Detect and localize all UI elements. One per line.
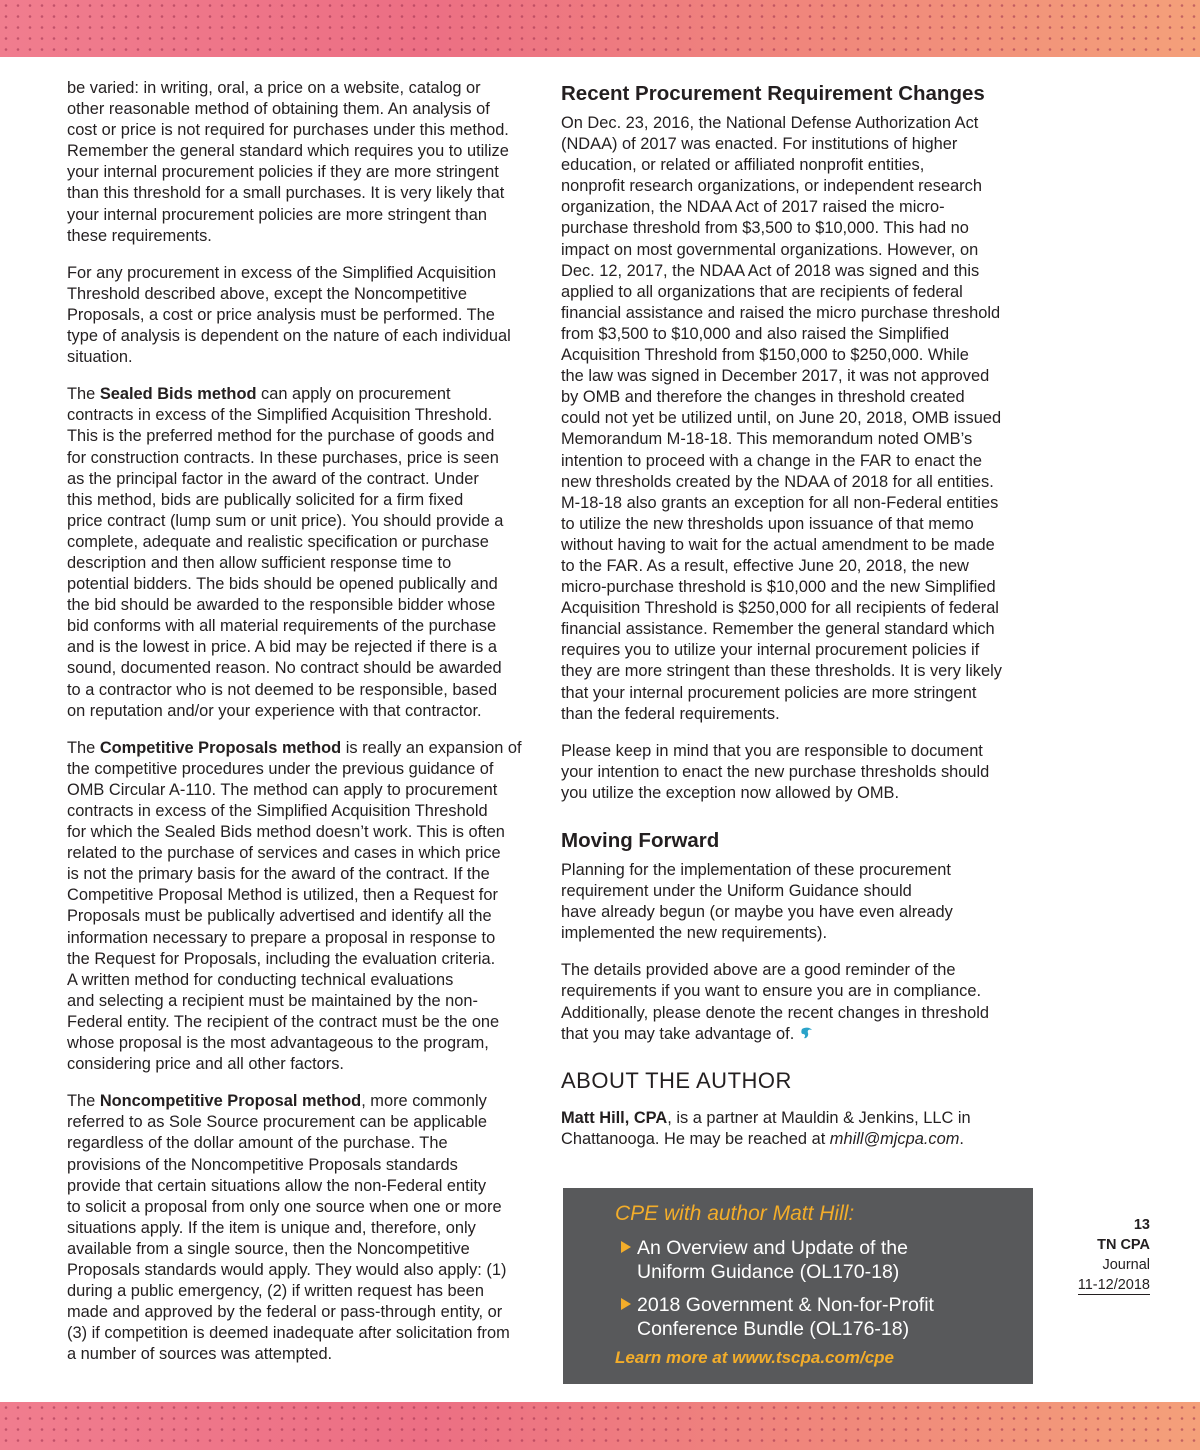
text-line: Additionally, please denote the recent changes in threshold bbox=[561, 1003, 989, 1022]
text-line: than this threshold for a small purchases. It is very likely that bbox=[67, 184, 505, 203]
text-line: that you may take advantage of. bbox=[561, 1024, 1041, 1045]
text-line: OMB Circular A-110. The method can apply to procurement bbox=[67, 780, 498, 799]
text-line: the competitive procedures under the previous guidance of bbox=[67, 759, 494, 778]
text-line: (NDAA) of 2017 was enacted. For institutions of higher bbox=[561, 135, 958, 154]
heading-recent-changes: Recent Procurement Requirement Changes bbox=[561, 82, 985, 105]
page-number: 13 bbox=[1133, 1217, 1150, 1233]
paragraph-planning bbox=[561, 860, 1041, 944]
text-line: have already begun (or maybe you have even already bbox=[561, 903, 953, 922]
text-line: description and then allow sufficient response time to bbox=[67, 553, 452, 572]
text-line: price contract (lump sum or unit price). You should provide a bbox=[67, 511, 504, 530]
text-line: complete, adequate and realistic specification or purchase bbox=[67, 532, 489, 551]
text-line: to a contractor who is not deemed to be responsible, based bbox=[67, 680, 498, 699]
cpe-course-uniform-guidance[interactable]: An Overview and Update of the Uniform Guidance (OL170-18) bbox=[637, 1236, 908, 1284]
text-line: whose proposal is the most advantageous to the program, bbox=[67, 1034, 489, 1053]
author-name: Matt Hill, CPA bbox=[561, 1108, 668, 1127]
text-line: that your internal procurement policies are more stringent bbox=[561, 683, 977, 702]
triangle-bullet-icon bbox=[621, 1241, 631, 1253]
text-line: these requirements. bbox=[67, 226, 212, 245]
text-line: your intention to enact the new purchase thresholds should bbox=[561, 762, 990, 781]
text-line: requires you to utilize your internal procurement policies if bbox=[561, 641, 980, 660]
text-line: requirements if you want to ensure you are in compliance. bbox=[561, 982, 982, 1001]
text-line: applied to all organizations that are recipients of federal bbox=[561, 282, 963, 301]
text-line: Acquisition Threshold is $250,000 for all recipients of federal bbox=[561, 599, 999, 618]
journal-name-line1: TN CPA bbox=[1097, 1237, 1150, 1253]
text-line: situations apply. If the item is unique and, therefore, only bbox=[67, 1218, 476, 1237]
text-line: financial assistance and raised the micro purchase threshold bbox=[561, 303, 1001, 322]
text-line: Planning for the implementation of these procurement bbox=[561, 861, 951, 879]
paragraph-ndaa-changes bbox=[561, 113, 1041, 725]
text-line: related to the purchase of services and cases in which price bbox=[67, 844, 501, 863]
text-line: bid conforms with all material requirements of the purchase bbox=[67, 617, 497, 636]
paragraph-competitive-proposals: The Competitive Proposals method is really an expansion of the competitive procedures under the previous guidance of OMB Circular A-110. The method can apply to procurement contracts in excess of the Simplified Acquisition Threshold for which the Sealed Bids method doesn’t work. This is often related to the purchase of services and cases in which price is not the primary basis for the award of the contract. If the Competitive Proposal Method is utilized, then a Request for Proposals must be publically advertised and identify all the information necessary to prepare a proposal in response to the Request for Proposals, including the evaluation criteria. A written method for conducting technical evaluations and selecting a recipient must be maintained by the non- Federal entity. The recipient of the contract must be the one whose proposal is the most advantageous to the program, considering price and all other factors. bbox=[67, 738, 542, 1076]
dot-pattern-top bbox=[0, 0, 1200, 57]
text-line: Proposals must be publically advertised and identify all the bbox=[67, 907, 492, 926]
paragraph-details-reminder bbox=[561, 960, 1041, 1044]
text-line: considering price and all other factors. bbox=[67, 1055, 344, 1074]
text-line: intention to proceed with a change in the FAR to enact the bbox=[561, 451, 982, 470]
text-line: Dec. 12, 2017, the NDAA Act of 2018 was signed and this bbox=[561, 261, 980, 280]
text-line: be varied: in writing, oral, a price on a website, catalog or bbox=[67, 79, 481, 97]
text-line: than the federal requirements. bbox=[561, 704, 780, 723]
text-line: by OMB and therefore the changes in threshold created bbox=[561, 388, 965, 407]
text-line: they are more stringent than these thresholds. It is very likely bbox=[561, 662, 1002, 681]
text-line: contracts in excess of the Simplified Acquisition Threshold. bbox=[67, 406, 493, 425]
text-line: for construction contracts. In these purchases, price is seen bbox=[67, 448, 499, 467]
text-line: and selecting a recipient must be maintained by the non- bbox=[67, 991, 478, 1010]
text-line: to the FAR. As a result, effective June 20, 2018, the new bbox=[561, 556, 969, 575]
text-line: made and approved by the federal or pass-through entity, or bbox=[67, 1303, 503, 1322]
top-decorative-band bbox=[0, 0, 1200, 57]
text-line: Acquisition Threshold from $150,000 to $250,000. While bbox=[561, 346, 969, 365]
heading-moving-forward: Moving Forward bbox=[561, 829, 720, 852]
text-line: could not yet be utilized until, on June 20, 2018, OMB issued bbox=[561, 409, 1002, 428]
text-line: potential bidders. The bids should be opened publically and bbox=[67, 575, 498, 594]
author-email-link[interactable]: mhill@mjcpa.com bbox=[829, 1129, 960, 1148]
text-line: For any procurement in excess of the Simplified Acquisition bbox=[67, 263, 497, 282]
text-line: contracts in excess of the Simplified Acquisition Threshold bbox=[67, 802, 488, 820]
text-line: the law was signed in December 2017, it was not approved bbox=[561, 367, 990, 386]
text-line: information necessary to prepare a proposal in response to bbox=[67, 928, 496, 947]
text-line: M-18-18 also grants an exception for all non-Federal entities bbox=[561, 493, 999, 512]
text-line: your internal procurement policies are more stringent than bbox=[67, 205, 487, 224]
text-line: Memorandum M-18-18. This memorandum noted OMB’s bbox=[561, 430, 973, 449]
text-line: The details provided above are a good reminder of the bbox=[561, 961, 956, 980]
text-line: from $3,500 to $10,000 and also raised the Simplified bbox=[561, 324, 950, 343]
text-line: as the principal factor in the award of the contract. Under bbox=[67, 469, 479, 488]
text-line: your internal procurement policies if they are more stringent bbox=[67, 163, 499, 182]
text-line: and is the lowest in price. A bid may be rejected if there is a bbox=[67, 638, 498, 657]
page-folio bbox=[1078, 1215, 1150, 1295]
text-line: you utilize the exception now allowed by OMB. bbox=[561, 783, 900, 802]
text-line: available from a single source, then the Noncompetitive bbox=[67, 1239, 470, 1258]
text-line: the Request for Proposals, including the evaluation criteria. bbox=[67, 949, 496, 968]
text-line: Threshold described above, except the Noncompetitive bbox=[67, 284, 467, 303]
text-line: other reasonable method of obtaining them. An analysis of bbox=[67, 100, 490, 119]
text-line: for which the Sealed Bids method doesn’t work. This is often bbox=[67, 823, 505, 842]
term-noncompetitive-proposal: Noncompetitive Proposal method bbox=[99, 1092, 362, 1111]
about-author-heading: ABOUT THE AUTHOR bbox=[561, 1067, 792, 1093]
cpe-title: CPE with author Matt Hill: bbox=[615, 1202, 855, 1225]
text-line: sound, documented reason. No contract should be awarded bbox=[67, 659, 502, 678]
text-line: the bid should be awarded to the responsible bidder whose bbox=[67, 596, 496, 615]
text-line: to utilize the new thresholds upon issuance of that memo bbox=[561, 514, 974, 533]
text-line: a number of sources was attempted. bbox=[67, 1345, 333, 1364]
text-line: provisions of the Noncompetitive Proposals standards bbox=[67, 1155, 458, 1174]
paragraph-sealed-bids: The Sealed Bids method can apply on procurement contracts in excess of the Simplified Acquisition Threshold. This is the preferred method for the purchase of goods and for construction contracts. In these purchases, price is seen as the principal factor in the award of the contract. Under this method, bids are publically solicited for a firm fixed price contract (lump sum or unit price). You should provide a complete, adequate and realistic specification or purchase description and then allow sufficient response time to potential bidders. The bids should be opened publically and the bid should be awarded to the responsible bidder whose bid conforms with all material requirements of the purchase and is the lowest in price. A bid may be rejected if there is a sound, documented reason. No contract should be awarded to a contractor who is not deemed to be responsible, based on reputation and/or your experience with that contractor. bbox=[67, 384, 542, 722]
text-line: on reputation and/or your experience with that contractor. bbox=[67, 701, 482, 720]
text-line: impact on most governmental organizations. However, on bbox=[561, 240, 979, 259]
paragraph-small-purchases bbox=[67, 78, 542, 247]
text-line: type of analysis is dependent on the nature of each individual bbox=[67, 327, 511, 346]
text-line: Proposals standards would apply. They would also apply: (1) bbox=[67, 1260, 507, 1279]
text-line: regardless of the dollar amount of the purchase. The bbox=[67, 1134, 448, 1153]
text-line: during a public emergency, (2) if written request has been bbox=[67, 1282, 484, 1301]
author-bio: Matt Hill, CPA, is a partner at Mauldin & Jenkins, LLC in Chattanooga. He may be reached at mhill@mjcpa.com. bbox=[561, 1108, 971, 1148]
text-line: This is the preferred method for the purchase of goods and bbox=[67, 427, 495, 446]
paragraph-noncompetitive-proposal: The Noncompetitive Proposal method, more commonly referred to as Sole Source procurement can be applicable regardless of the dollar amount of the purchase. The provisions of the Noncompetitive Proposals standards provide that certain situations allow the non-Federal entity to solicit a proposal from only one source when one or more situations apply. If the item is unique and, therefore, only available from a single source, then the Noncompetitive Proposals standards would apply. They would also apply: (1) during a public emergency, (2) if written request has been made and approved by the federal or pass-through entity, or (3) if competition is deemed inadequate after solicitation from a number of sources was attempted. bbox=[67, 1091, 542, 1365]
text-line: Competitive Proposal Method is utilized, then a Request for bbox=[67, 886, 498, 905]
text-line: (3) if competition is deemed inadequate after solicitation from bbox=[67, 1324, 510, 1343]
text-line: A written method for conducting technical evaluations bbox=[67, 970, 454, 989]
text-line: provide that certain situations allow the non-Federal entity bbox=[67, 1176, 487, 1195]
text-line: cost or price is not required for purchases under this method. bbox=[67, 121, 509, 140]
text-line: this method, bids are publically solicited for a firm fixed bbox=[67, 490, 464, 509]
text-line: is not the primary basis for the award of the contract. If the bbox=[67, 865, 490, 884]
paragraph-document-intention bbox=[561, 741, 1041, 804]
text-line: to solicit a proposal from only one source when one or more bbox=[67, 1197, 502, 1216]
text-line: without having to wait for the actual amendment to be made bbox=[561, 535, 995, 554]
text-line: organization, the NDAA Act of 2017 raised the micro- bbox=[561, 198, 945, 217]
term-competitive-proposals: Competitive Proposals method bbox=[99, 738, 342, 757]
dot-pattern-bottom bbox=[0, 1402, 1200, 1450]
text-line: requirement under the Uniform Guidance should bbox=[561, 882, 912, 901]
text-line: nonprofit research organizations, or independent research bbox=[561, 177, 982, 196]
end-of-article-icon bbox=[800, 1026, 814, 1040]
text-line: Please keep in mind that you are responsible to document bbox=[561, 741, 983, 760]
cpe-learn-more-link[interactable]: Learn more at www.tscpa.com/cpe bbox=[615, 1348, 895, 1367]
triangle-bullet-icon bbox=[621, 1298, 631, 1310]
text-line: Federal entity. The recipient of the contract must be the one bbox=[67, 1012, 500, 1031]
right-article-column bbox=[561, 78, 1041, 1166]
text-line: financial assistance. Remember the general standard which bbox=[561, 620, 995, 639]
text-line: situation. bbox=[67, 348, 133, 367]
cpe-promo-box bbox=[563, 1188, 1033, 1384]
text-line: Remember the general standard which requires you to utilize bbox=[67, 142, 509, 161]
text-line: implemented the new requirements). bbox=[561, 924, 828, 943]
text-line: new thresholds created by the NDAA of 2018 for all entities. bbox=[561, 472, 994, 491]
text-line: On Dec. 23, 2016, the National Defense Authorization Act bbox=[561, 114, 979, 132]
bottom-decorative-band bbox=[0, 1402, 1200, 1450]
journal-name-line2: Journal bbox=[1102, 1257, 1150, 1273]
issue-date: 11-12/2018 bbox=[1077, 1277, 1150, 1293]
term-sealed-bids: Sealed Bids method bbox=[99, 385, 257, 404]
text-line: referred to as Sole Source procurement can be applicable bbox=[67, 1113, 488, 1132]
text-line: education, or related or affiliated nonprofit entities, bbox=[561, 156, 925, 175]
paragraph-cost-price-analysis bbox=[67, 263, 542, 368]
text-line: purchase threshold from $3,500 to $10,000. This had no bbox=[561, 219, 969, 238]
cpe-course-conference-bundle[interactable]: 2018 Government & Non-for-Profit Conference Bundle (OL176-18) bbox=[637, 1293, 934, 1341]
left-article-column bbox=[67, 78, 542, 1381]
text-line: micro-purchase threshold is $10,000 and the new Simplified bbox=[561, 578, 996, 597]
text-line: Proposals, a cost or price analysis must be performed. The bbox=[67, 305, 495, 324]
